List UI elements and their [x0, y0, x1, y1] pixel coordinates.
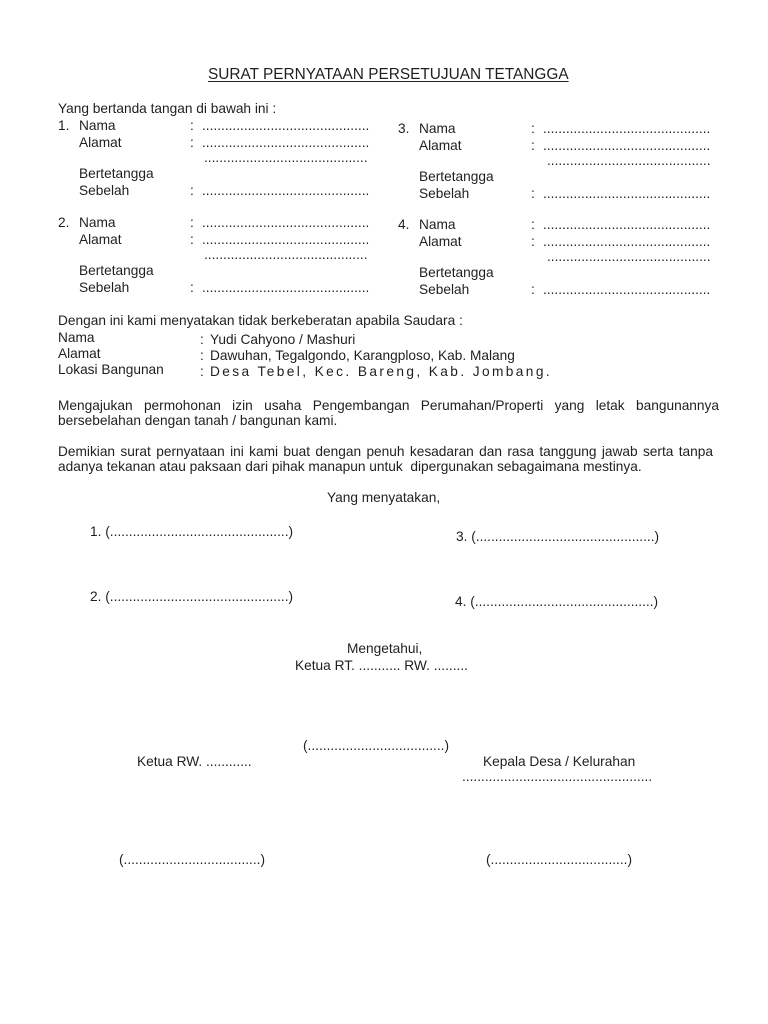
request-paragraph: Mengajukan permohonan izin usaha Pengembangan Perumahan/Properti yang letak bangunannya bersebelahan dengan tanah / bangunan kami. — [58, 398, 719, 428]
adjacent-label-line2: Sebelah — [419, 186, 470, 201]
adjacent-label-line1: Bertetangga — [419, 169, 494, 184]
address-label: Alamat — [79, 232, 122, 247]
adjacent-label-line1: Bertetangga — [79, 166, 154, 181]
applicant-name-value: Yudi Cahyono / Mashuri — [210, 332, 356, 347]
signer-2-line: 2. (...............................................) — [90, 589, 294, 604]
neighbor-number: 4. — [398, 217, 410, 232]
name-blank: ............................................ — [543, 217, 711, 232]
name-colon: : — [531, 121, 535, 136]
address-label: Alamat — [79, 135, 122, 150]
building-location-colon: : — [200, 364, 204, 379]
name-blank: ............................................ — [202, 118, 370, 133]
applicant-statement: Dengan ini kami menyatakan tidak berkeberatan apabila Saudara : — [58, 313, 463, 328]
adjacent-blank: ............................................ — [543, 186, 711, 201]
address-blank-continued: ........................................... — [547, 153, 711, 168]
name-label: Nama — [419, 217, 456, 232]
applicant-address-label: Alamat — [58, 346, 101, 361]
adjacent-blank: ............................................ — [543, 282, 711, 297]
signer-1-line: 1. (...............................................) — [90, 524, 294, 539]
adjacent-label-line2: Sebelah — [419, 282, 470, 297]
address-blank-continued: ........................................... — [204, 150, 368, 165]
acknowledgement-heading: Mengetahui, — [347, 641, 423, 656]
name-colon: : — [531, 217, 535, 232]
building-location-label: Lokasi Bangunan — [58, 362, 164, 377]
village-head-signature-line: (....................................) — [486, 852, 633, 867]
adjacent-blank: ............................................ — [202, 183, 370, 198]
applicant-address-value: Dawuhan, Tegalgondo, Karangploso, Kab. Malang — [210, 348, 515, 363]
adjacent-colon: : — [531, 282, 535, 297]
neighbor-entry-2 — [58, 215, 388, 297]
neighbor-number: 3. — [398, 121, 410, 136]
neighbor-number: 2. — [58, 215, 70, 230]
applicant-name-colon: : — [200, 332, 204, 347]
address-blank: ............................................ — [202, 135, 370, 150]
rw-title: Ketua RW. ............ — [137, 754, 252, 769]
adjacent-label-line1: Bertetangga — [419, 265, 494, 280]
signer-4-line: 4. (...............................................) — [455, 594, 659, 609]
name-blank: ............................................ — [202, 215, 370, 230]
rw-signature-line: (....................................) — [119, 852, 266, 867]
address-blank: ............................................ — [202, 232, 370, 247]
village-head-title: Kepala Desa / Kelurahan — [483, 754, 636, 769]
address-label: Alamat — [419, 234, 462, 249]
adjacent-colon: : — [531, 186, 535, 201]
applicant-name-label: Nama — [58, 330, 95, 345]
name-colon: : — [190, 118, 194, 133]
adjacent-label-line2: Sebelah — [79, 183, 130, 198]
village-name-blank: .................................................. — [462, 769, 653, 784]
adjacent-blank: ............................................ — [202, 280, 370, 295]
address-blank-continued: ........................................... — [204, 247, 368, 262]
adjacent-label-line1: Bertetangga — [79, 263, 154, 278]
address-colon: : — [531, 234, 535, 249]
address-blank: ............................................ — [543, 138, 711, 153]
name-label: Nama — [79, 215, 116, 230]
address-colon: : — [190, 232, 194, 247]
adjacent-colon: : — [190, 183, 194, 198]
address-colon: : — [190, 135, 194, 150]
name-label: Nama — [419, 121, 456, 136]
address-colon: : — [531, 138, 535, 153]
signer-3-line: 3. (...............................................) — [456, 529, 660, 544]
neighbor-entry-3 — [398, 121, 728, 203]
adjacent-colon: : — [190, 280, 194, 295]
name-label: Nama — [79, 118, 116, 133]
applicant-address-colon: : — [200, 348, 204, 363]
rt-rw-title: Ketua RT. ........... RW. ......... — [295, 658, 468, 673]
signatures-heading: Yang menyatakan, — [327, 490, 441, 505]
name-blank: ............................................ — [543, 121, 711, 136]
neighbor-number: 1. — [58, 118, 70, 133]
neighbor-entry-1 — [58, 118, 388, 200]
intro-text: Yang bertanda tangan di bawah ini : — [58, 101, 277, 116]
rt-signature-line: (....................................) — [303, 738, 450, 753]
address-blank-continued: ........................................... — [547, 249, 711, 264]
adjacent-label-line2: Sebelah — [79, 280, 130, 295]
neighbor-entry-4 — [398, 217, 728, 299]
building-location-value: Desa Tebel, Kec. Bareng, Kab. Jombang. — [210, 364, 553, 379]
name-colon: : — [190, 215, 194, 230]
closing-paragraph: Demikian surat pernyataan ini kami buat dengan penuh kesadaran dan rasa tanggung jawab serta tanpa adanya tekanan atau paksaan dari pihak manapun untuk dipergunakan sebagaimana mestinya. — [58, 444, 717, 474]
document-title: SURAT PERNYATAAN PERSETUJUAN TETANGGA — [208, 66, 569, 83]
address-blank: ............................................ — [543, 234, 711, 249]
address-label: Alamat — [419, 138, 462, 153]
